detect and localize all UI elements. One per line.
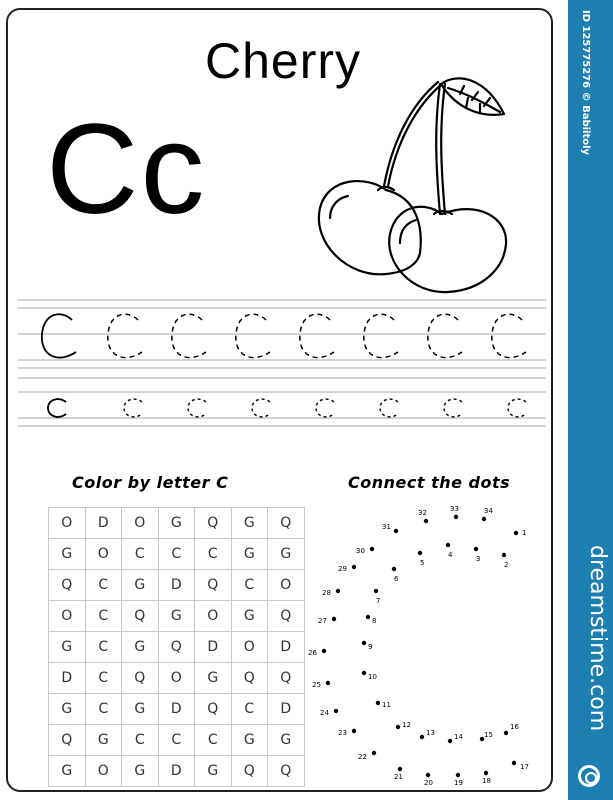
grid-cell[interactable]: G — [85, 725, 122, 756]
grid-cell[interactable]: D — [268, 632, 305, 663]
grid-cell[interactable]: G — [158, 508, 195, 539]
color-letter-grid — [48, 507, 305, 787]
connect-dots-puzzle — [298, 505, 538, 792]
grid-cell[interactable]: Q — [231, 756, 268, 787]
dot-label: 6 — [394, 575, 399, 583]
grid-cell[interactable]: D — [158, 570, 195, 601]
grid-cell[interactable]: Q — [49, 725, 86, 756]
grid-cell[interactable]: Q — [268, 601, 305, 632]
word-title: Cherry — [204, 33, 362, 89]
grid-row — [49, 570, 305, 601]
dot-label: 13 — [426, 729, 435, 737]
dot-point[interactable] — [420, 735, 424, 739]
dot-label: 12 — [402, 721, 411, 729]
grid-cell[interactable]: O — [195, 601, 232, 632]
dot-point[interactable] — [362, 671, 366, 675]
grid-cell[interactable]: G — [268, 539, 305, 570]
dot-label: 26 — [308, 649, 317, 657]
dot-label: 19 — [454, 779, 463, 787]
grid-cell[interactable]: G — [122, 632, 159, 663]
grid-cell[interactable]: G — [231, 725, 268, 756]
grid-cell[interactable]: D — [49, 663, 86, 694]
dot-label: 2 — [504, 561, 509, 569]
dreamstime-logo-icon — [578, 765, 600, 787]
grid-row — [49, 632, 305, 663]
dot-point[interactable] — [352, 729, 356, 733]
grid-row — [49, 539, 305, 570]
dot-point[interactable] — [336, 589, 340, 593]
grid-cell[interactable]: Q — [195, 694, 232, 725]
tracing-area — [18, 298, 546, 428]
grid-cell[interactable]: Q — [158, 632, 195, 663]
color-by-letter-title: Color by letter C — [72, 473, 229, 492]
grid-cell[interactable]: Q — [49, 570, 86, 601]
grid-row — [49, 663, 305, 694]
dot-label: 32 — [418, 509, 427, 517]
dot-point[interactable] — [454, 515, 458, 519]
dot-label: 20 — [424, 779, 433, 787]
dot-label: 16 — [510, 723, 519, 731]
grid-cell[interactable]: D — [158, 756, 195, 787]
dot-point[interactable] — [392, 567, 396, 571]
dot-point[interactable] — [448, 739, 452, 743]
dot-point[interactable] — [446, 543, 450, 547]
dot-label: 22 — [358, 753, 367, 761]
grid-cell[interactable]: C — [122, 725, 159, 756]
grid-cell[interactable]: D — [268, 694, 305, 725]
grid-cell[interactable]: G — [49, 632, 86, 663]
grid-cell[interactable]: Q — [268, 663, 305, 694]
grid-cell[interactable]: D — [158, 694, 195, 725]
dot-point[interactable] — [372, 751, 376, 755]
grid-cell[interactable]: G — [122, 756, 159, 787]
grid-cell[interactable]: O — [85, 539, 122, 570]
dot-label: 30 — [356, 547, 365, 555]
dot-label: 23 — [338, 729, 347, 737]
grid-cell[interactable]: O — [122, 508, 159, 539]
grid-cell[interactable]: D — [85, 508, 122, 539]
grid-cell[interactable]: Q — [231, 663, 268, 694]
dot-label: 11 — [382, 701, 391, 709]
grid-cell[interactable]: O — [231, 632, 268, 663]
dot-label: 27 — [318, 617, 327, 625]
dot-point[interactable] — [514, 531, 518, 535]
dot-point[interactable] — [418, 551, 422, 555]
grid-cell[interactable]: Q — [122, 663, 159, 694]
big-letters: Cc — [46, 98, 207, 241]
dot-label: 25 — [312, 681, 321, 689]
dot-point[interactable] — [334, 709, 338, 713]
dot-label: 29 — [338, 565, 347, 573]
grid-cell[interactable]: G — [49, 756, 86, 787]
dot-label: 28 — [322, 589, 331, 597]
dot-point[interactable] — [512, 761, 516, 765]
grid-cell[interactable]: C — [122, 539, 159, 570]
grid-cell[interactable]: O — [268, 570, 305, 601]
dot-label: 9 — [368, 643, 373, 651]
dot-point[interactable] — [484, 771, 488, 775]
grid-cell[interactable]: Q — [195, 508, 232, 539]
dot-point[interactable] — [362, 641, 366, 645]
dreamstime-logo-text: dreamstime.com — [585, 545, 610, 732]
dot-label: 24 — [320, 709, 329, 717]
dot-point[interactable] — [366, 615, 370, 619]
grid-cell[interactable]: G — [268, 725, 305, 756]
dot-point[interactable] — [426, 773, 430, 777]
dot-point[interactable] — [474, 547, 478, 551]
grid-cell[interactable]: G — [231, 508, 268, 539]
dot-label: 17 — [520, 763, 529, 771]
dot-label: 5 — [420, 559, 425, 567]
dot-point[interactable] — [424, 519, 428, 523]
dot-label: 33 — [450, 505, 459, 513]
cherry-illustration — [308, 68, 538, 298]
dot-label: 7 — [376, 597, 381, 605]
grid-cell[interactable]: G — [158, 601, 195, 632]
grid-row — [49, 601, 305, 632]
grid-cell[interactable]: O — [49, 601, 86, 632]
grid-cell[interactable]: C — [85, 601, 122, 632]
worksheet-card — [6, 8, 553, 792]
grid-cell[interactable]: G — [195, 756, 232, 787]
dot-label: 1 — [522, 529, 527, 537]
dot-label: 3 — [476, 555, 481, 563]
grid-cell[interactable]: C — [158, 539, 195, 570]
grid-cell[interactable]: C — [158, 725, 195, 756]
grid-cell[interactable]: C — [231, 570, 268, 601]
dot-point[interactable] — [398, 767, 402, 771]
grid-row — [49, 694, 305, 725]
grid-cell[interactable]: O — [85, 756, 122, 787]
dot-point[interactable] — [322, 649, 326, 653]
dot-point[interactable] — [482, 517, 486, 521]
grid-row — [49, 725, 305, 756]
grid-cell[interactable]: O — [49, 508, 86, 539]
dot-point[interactable] — [502, 553, 506, 557]
grid-cell[interactable]: C — [85, 632, 122, 663]
dot-point[interactable] — [326, 681, 330, 685]
grid-cell[interactable]: Q — [195, 570, 232, 601]
grid-cell[interactable]: G — [231, 601, 268, 632]
grid-cell[interactable]: G — [49, 539, 86, 570]
image-id-text: ID 125775276 © Babiitoly — [580, 10, 591, 156]
grid-cell[interactable]: G — [231, 539, 268, 570]
dot-label: 31 — [382, 523, 391, 531]
dot-label: 18 — [482, 777, 491, 785]
dot-label: 34 — [484, 507, 493, 515]
dot-label: 4 — [448, 551, 453, 559]
connect-dots-title: Connect the dots — [348, 473, 511, 492]
grid-cell[interactable]: G — [49, 694, 86, 725]
grid-cell[interactable]: C — [85, 663, 122, 694]
dot-point[interactable] — [456, 773, 460, 777]
grid-cell[interactable]: G — [122, 694, 159, 725]
grid-row — [49, 756, 305, 787]
grid-cell[interactable]: Q — [268, 756, 305, 787]
grid-row — [49, 508, 305, 539]
dot-label: 10 — [368, 673, 377, 681]
dot-point[interactable] — [370, 547, 374, 551]
grid-cell[interactable]: C — [195, 539, 232, 570]
dot-point[interactable] — [376, 701, 380, 705]
grid-cell[interactable]: O — [158, 663, 195, 694]
dot-point[interactable] — [352, 565, 356, 569]
dot-point[interactable] — [374, 589, 378, 593]
dot-point[interactable] — [504, 731, 508, 735]
grid-cell[interactable]: C — [231, 694, 268, 725]
dot-label: 8 — [372, 617, 377, 625]
dot-point[interactable] — [396, 725, 400, 729]
dot-point[interactable] — [332, 617, 336, 621]
grid-cell[interactable]: C — [195, 725, 232, 756]
dot-point[interactable] — [394, 529, 398, 533]
grid-cell[interactable]: G — [195, 663, 232, 694]
grid-cell[interactable]: D — [195, 632, 232, 663]
dot-label: 15 — [484, 731, 493, 739]
grid-cell[interactable]: Q — [268, 508, 305, 539]
dot-label: 21 — [394, 773, 403, 781]
grid-cell[interactable]: G — [122, 570, 159, 601]
grid-cell[interactable]: Q — [122, 601, 159, 632]
dot-label: 14 — [454, 733, 463, 741]
grid-cell[interactable]: C — [85, 694, 122, 725]
grid-cell[interactable]: C — [85, 570, 122, 601]
